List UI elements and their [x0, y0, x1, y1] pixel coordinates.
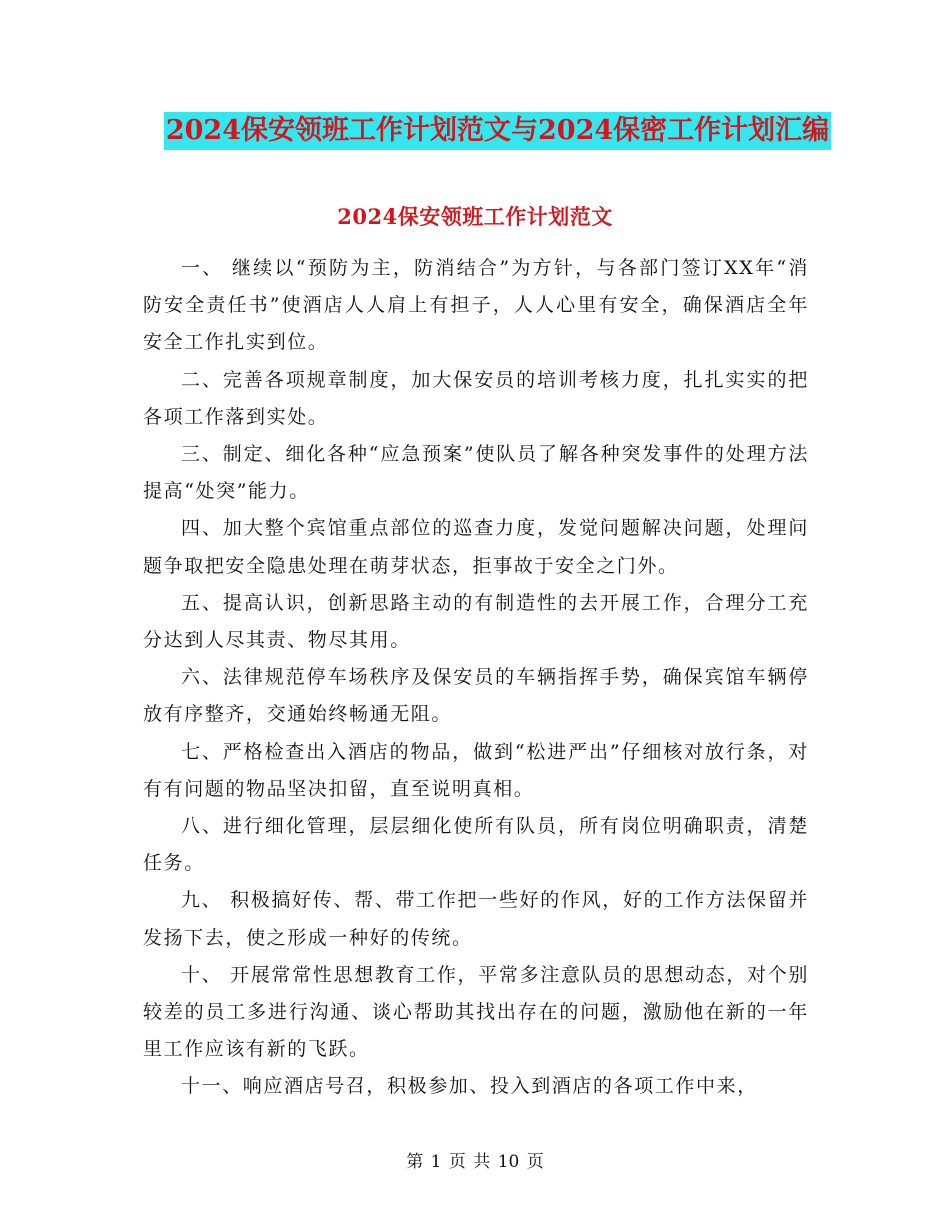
paragraph-11: 十一、响应酒店号召，积极参加、投入到酒店的各项工作中来，: [181, 1075, 758, 1098]
document-title: 2024保安领班工作计划范文与2024保密工作计划汇编: [164, 112, 831, 150]
paragraph-3: 三、制定、细化各种“应急预案”使队员了解各种突发事件的处理方法提高“处突”能力。: [143, 443, 809, 503]
paragraph-8: 八、进行细化管理，层层细化使所有队员，所有岗位明确职责，清楚任务。: [143, 815, 809, 875]
paragraph-5: 五、提高认识，创新思路主动的有制造性的去开展工作，合理分工充分达到人尽其责、物尽其用。: [143, 591, 809, 652]
paragraph-4: 四、加大整个宾馆重点部位的巡查力度，发觉问题解决问题，处理问题争取把安全隐患处理在萌芽状态，拒事故于安全之门外。: [143, 517, 809, 577]
paragraph-7: 七、严格检查出入酒店的物品，做到“松进严出”仔细核对放行条，对有有问题的物品坚决扣留，直至说明真相。: [143, 740, 809, 800]
paragraph-1: 一、 继续以“预防为主，防消结合”为方针，与各部门签订XX年“消防安全责任书”使酒店人人肩上有担子，人人心里有安全，确保酒店全年安全工作扎实到位。: [143, 257, 809, 354]
title-container: [0, 112, 950, 150]
section-title: 2024保安领班工作计划范文: [337, 204, 613, 229]
page-footer: 第 1 页 共 10 页: [406, 1152, 544, 1172]
paragraph-6: 六、法律规范停车场秩序及保安员的车辆指挥手势，确保宾馆车辆停放有序整齐，交通始终畅通无阻。: [143, 666, 809, 726]
document-body: [143, 250, 809, 1106]
paragraph-10: 十、 开展常常性思想教育工作，平常多注意队员的思想动态，对个别较差的员工多进行沟通、谈心帮助其找出存在的问题，激励他在新的一年里工作应该有新的飞跃。: [143, 963, 809, 1061]
paragraph-9: 九、 积极搞好传、帮、带工作把一些好的作风，好的工作方法保留并发扬下去，使之形成一种好的传统。: [143, 889, 809, 949]
paragraph-2: 二、完善各项规章制度，加大保安员的培训考核力度，扎扎实实的把各项工作落到实处。: [143, 368, 809, 428]
